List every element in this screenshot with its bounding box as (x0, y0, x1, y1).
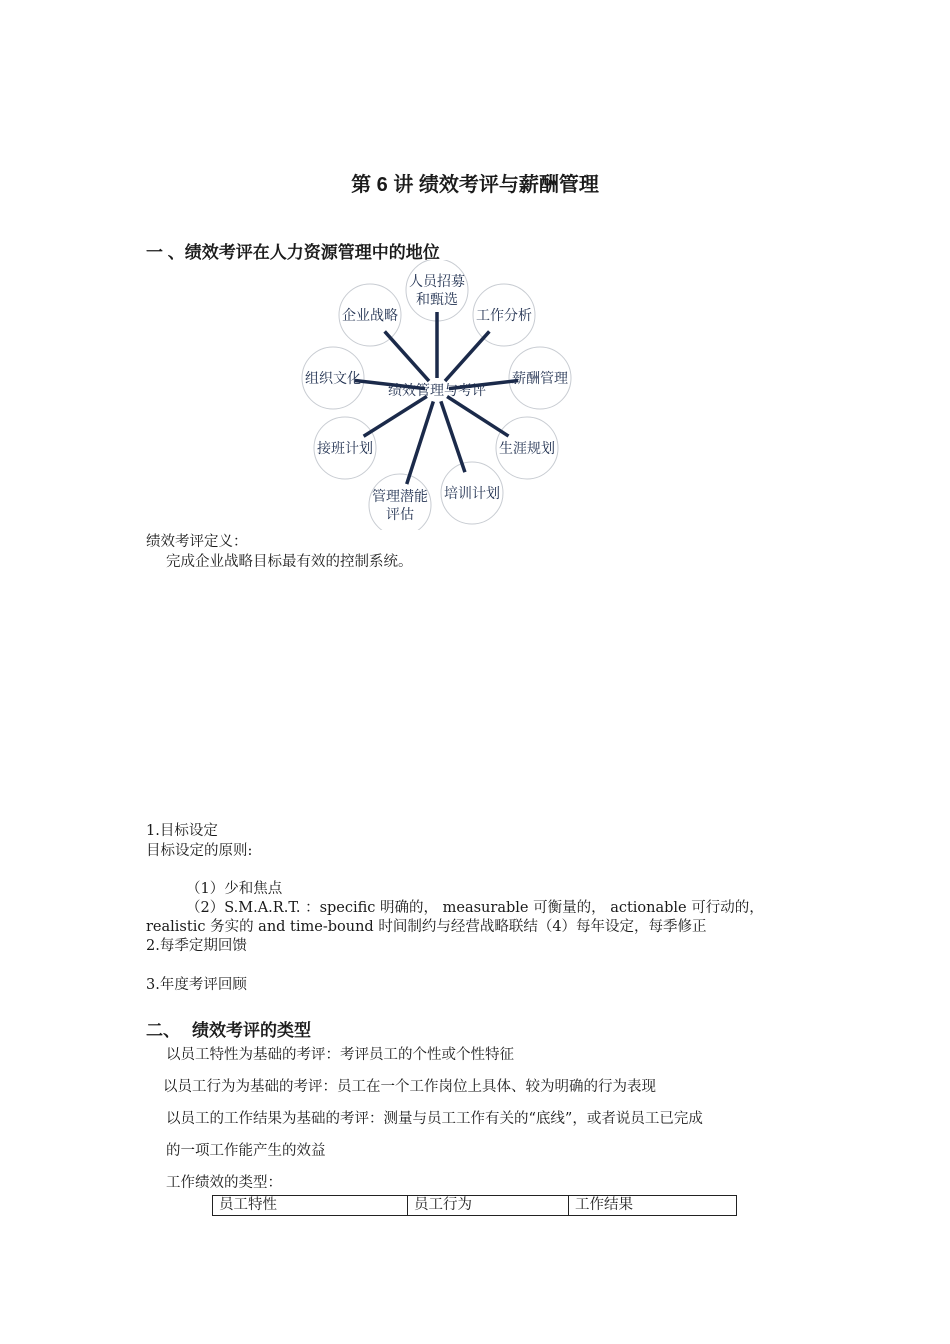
diagram-node-label: 生涯规划 (499, 440, 555, 456)
table-header-cell: 员工特性 (213, 1196, 408, 1216)
section1-heading: 一 、绩效考评在人力资源管理中的地位 (146, 243, 440, 262)
item-quarterly-feedback: 2.每季定期回馈 (146, 938, 247, 954)
type-result-based-line1: 以员工的工作结果为基础的考评：测量与员工工作有关的“底线”，或者说员工已完成 (166, 1111, 703, 1127)
type-behavior-based: 以员工行为为基础的考评：员工在一个工作岗位上具体、较为明确的行为表现 (163, 1079, 656, 1095)
goal-setting-heading: 1.目标设定 (146, 823, 218, 839)
diagram-connector (364, 396, 427, 436)
diagram-node-label: 培训计划 (444, 485, 500, 501)
diagram-connector (385, 331, 429, 381)
definition-text: 完成企业战略目标最有效的控制系统。 (166, 554, 413, 570)
section2-heading-number: 二、 (146, 1021, 180, 1040)
table-header-cell: 员工行为 (408, 1196, 569, 1216)
page-title: 第 6 讲 绩效考评与薪酬管理 (351, 174, 599, 196)
performance-types-table (212, 1195, 737, 1216)
diagram-node-label: 管理潜能 (372, 488, 428, 504)
diagram-connector (445, 331, 489, 381)
type-trait-based: 以员工特性为基础的考评：考评员工的个性或个性特征 (166, 1047, 514, 1063)
type-result-based-line2: 的一项工作能产生的效益 (166, 1143, 326, 1159)
performance-types-label: 工作绩效的类型： (166, 1175, 282, 1191)
diagram-node-label: 企业战略 (342, 307, 398, 323)
diagram-node-label: 人员招募 (409, 273, 465, 289)
hr-position-diagram (290, 260, 590, 530)
diagram-connector (441, 401, 465, 472)
goal-principles-label: 目标设定的原则: (146, 843, 253, 859)
diagram-connector (407, 401, 434, 484)
diagram-node-label: 工作分析 (476, 307, 532, 323)
table-header-cell: 工作结果 (569, 1196, 737, 1216)
table-row (213, 1196, 737, 1216)
item-annual-review: 3.年度考评回顾 (146, 977, 247, 993)
diagram-node-label: 接班计划 (317, 440, 373, 456)
diagram-center-label: 绩效管理与考评 (388, 382, 486, 398)
diagram-connector (447, 397, 508, 437)
principle-2-line1: （2）S.M.A.R.T. ：specific 明确的， measurable 可衡量的， actionable 可行动的， (186, 900, 764, 916)
diagram-node-label: 组织文化 (305, 370, 361, 386)
diagram-node-label: 和甄选 (416, 291, 458, 307)
diagram-node-label: 评估 (386, 506, 414, 522)
principle-1: （1）少和焦点 (186, 881, 283, 897)
definition-label: 绩效考评定义： (146, 534, 248, 550)
principle-2-line2: realistic 务实的 and time-bound 时间制约与经营战略联结（4）每年设定，每季修正 (146, 919, 707, 935)
section2-heading: 绩效考评的类型 (192, 1021, 311, 1040)
diagram-node-label: 薪酬管理 (512, 370, 568, 386)
